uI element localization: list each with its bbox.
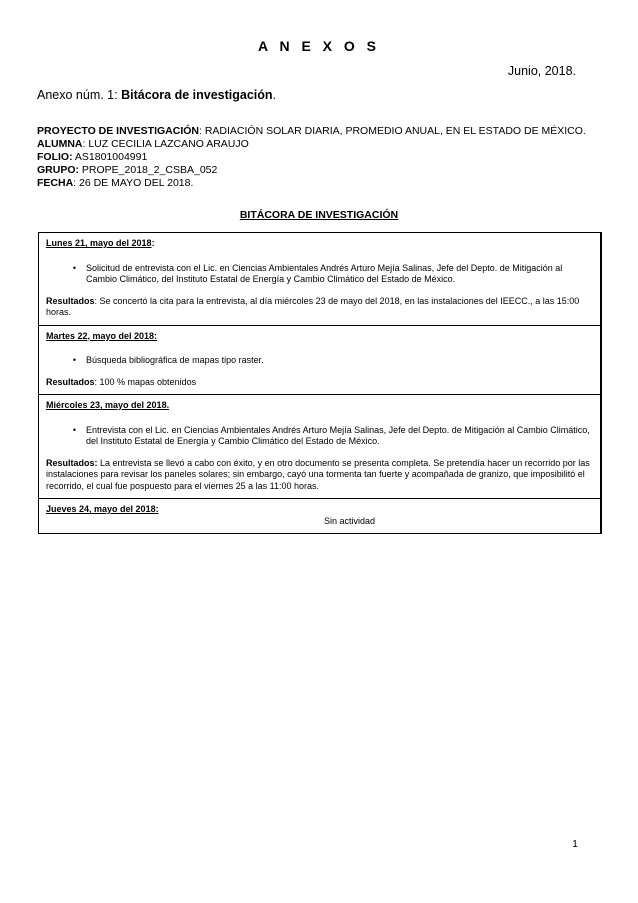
- project-metadata: [37, 125, 586, 190]
- research-log-table: [38, 232, 602, 534]
- annex-name: Bitácora de investigación: [121, 88, 273, 102]
- entry-activity: Entrevista con el Lic. en Ciencias Ambientales Andrés Arturo Mejía Salinas, Jefe del Depto. de Mitigación al Cambio Climático, del Instituto Estatal de Energía y Cambio Climático del Estado de México.: [86, 424, 590, 446]
- student-label: ALUMNA: [37, 138, 83, 150]
- entry-date: Martes 22, mayo del 2018:: [46, 330, 158, 341]
- results-text: La entrevista se llevó a cabo con éxito, y en otro documento se presenta completa. Se pretendía hacer un recorrido por las instalaciones para revisar los paneles solares; sin embargo, cayó una tormenta tan fuerte y acompañada de granizo, que imposibilitó el recorrido, el cual fue pospuesto para el viernes 25 a las 11:00 horas.: [46, 457, 590, 491]
- bullet-icon: •: [72, 262, 76, 273]
- entry-note: Sin actividad: [323, 515, 376, 526]
- student-value: : LUZ CECILIA LAZCANO ARAUJO: [82, 138, 249, 150]
- entry-date-line: [46, 331, 593, 343]
- entry-date-line: [46, 504, 593, 516]
- page-number: 1: [572, 838, 578, 850]
- entry-bullet: [46, 425, 593, 448]
- entry-results: [46, 458, 593, 493]
- entry-results: [46, 296, 593, 319]
- results-text: : 100 % mapas obtenidos: [94, 376, 197, 387]
- bullet-icon: •: [72, 424, 76, 435]
- date-value: : 26 DE MAYO DEL 2018.: [73, 177, 194, 189]
- group-label: GRUPO:: [37, 164, 79, 176]
- entry-bullet: [46, 355, 593, 367]
- entry-date: Lunes 21, mayo del 2018: [46, 238, 152, 248]
- log-table-title: BITÁCORA DE INVESTIGACIÓN: [239, 209, 399, 221]
- entry-activity: Búsqueda bibliográfica de mapas tipo raster.: [86, 355, 264, 365]
- date-label: FECHA: [37, 177, 74, 189]
- document-title: A N E X O S: [257, 38, 381, 54]
- student-line: [37, 138, 586, 151]
- annex-prefix: Anexo núm. 1:: [37, 88, 122, 102]
- results-label: Resultados: [46, 376, 95, 387]
- folio-label: FOLIO:: [37, 151, 73, 163]
- bullet-icon: •: [72, 355, 76, 365]
- log-entry: [39, 233, 600, 325]
- project-line: [37, 125, 586, 138]
- entry-date-line: [46, 238, 593, 250]
- date-line: [37, 177, 586, 190]
- project-value: : RADIACIÓN SOLAR DIARIA, PROMEDIO ANUAL, EN EL ESTADO DE MÉXICO.: [199, 125, 586, 137]
- results-label: Resultados: [46, 295, 95, 306]
- group-value: PROPE_2018_2_CSBA_052: [79, 164, 218, 176]
- log-entry: [39, 498, 600, 533]
- group-line: [37, 164, 586, 177]
- results-label: Resultados:: [46, 457, 98, 468]
- entry-activity: Solicitud de entrevista con el Lic. en Ciencias Ambientales Andrés Arturo Mejía Salinas, Jefe del Depto. de Mitigación al Cambio Climático, del Instituto Estatal de Energía y Cambio Climático del Estado de México.: [86, 262, 563, 284]
- folio-value: AS1801004991: [72, 151, 148, 163]
- entry-date-line: [46, 400, 593, 412]
- log-entry: [39, 394, 600, 498]
- entry-results: [46, 377, 593, 389]
- entry-date: Miércoles 23, mayo del 2018.: [46, 400, 170, 410]
- project-label: PROYECTO DE INVESTIGACIÓN: [37, 125, 199, 137]
- results-text: : Se concertó la cita para la entrevista, al día miércoles 23 de mayo del 2018, en las instalaciones del IEECC., a las 15:00 horas.: [46, 295, 580, 317]
- entry-date: Jueves 24, mayo del 2018:: [46, 504, 159, 514]
- annex-suffix: .: [272, 88, 276, 102]
- entry-date-suffix: :: [151, 238, 155, 248]
- entry-bullet: [46, 263, 593, 286]
- folio-line: [37, 151, 586, 164]
- annex-heading: [37, 88, 276, 102]
- log-entry: [39, 325, 600, 395]
- document-date: Junio, 2018.: [507, 64, 576, 78]
